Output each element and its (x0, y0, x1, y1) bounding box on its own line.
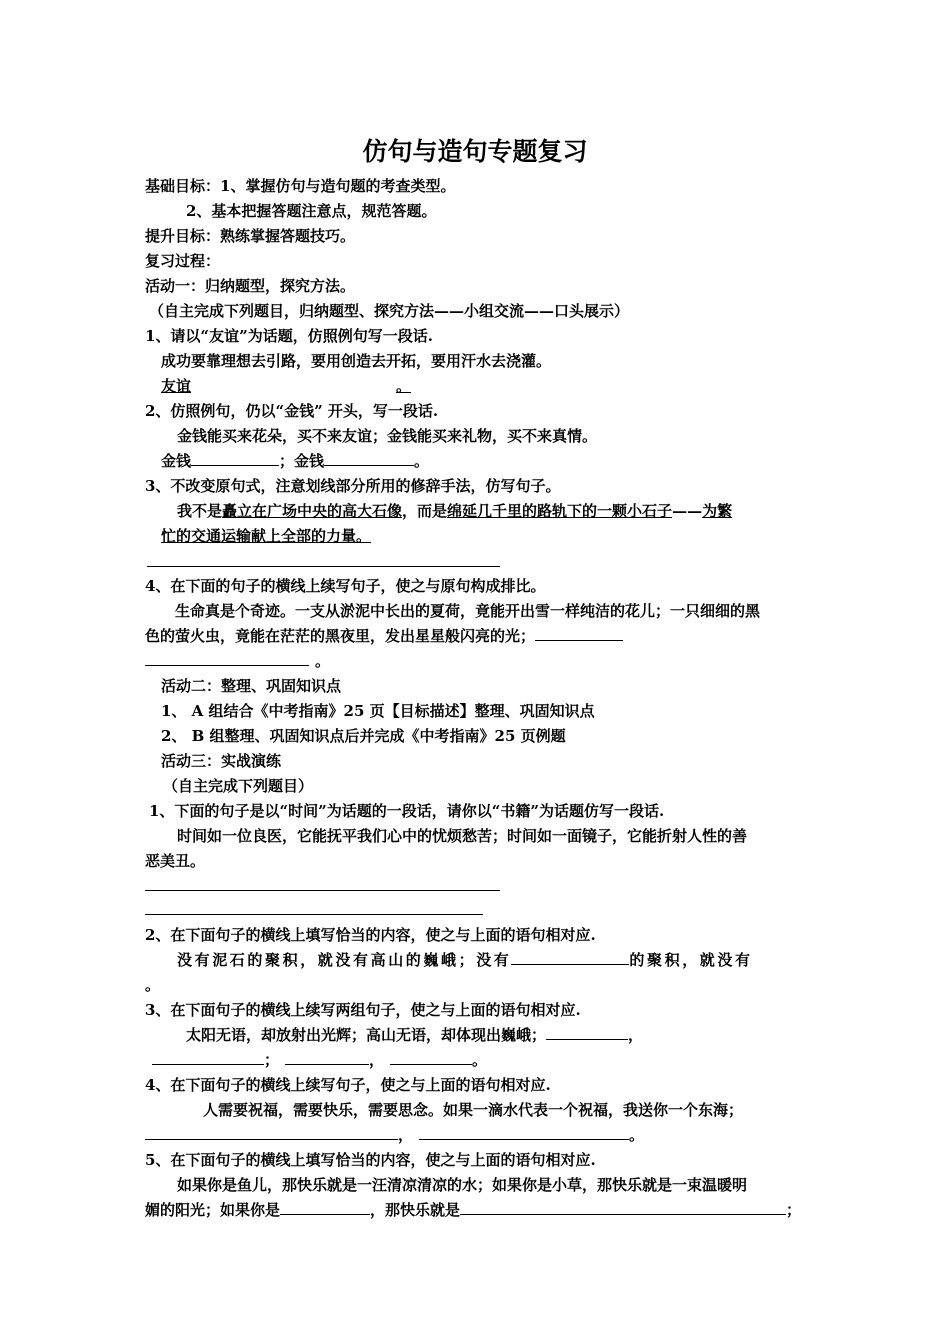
answer-prefix: 友谊 (161, 377, 192, 395)
answer-blank[interactable] (152, 1050, 264, 1065)
activity-two-heading: 活动二：整理、巩固知识点 (161, 677, 342, 695)
question-3-example-line-2: 忙的交通运输献上全部的力量。 (161, 527, 372, 545)
basic-goal-line-2: 2、基本把握答题注意点，规范答题。 (186, 202, 437, 220)
question-4-text-line-1: 生命真是个奇迹。一支从淤泥中长出的夏荷，竟能开出雪一样纯洁的花儿；一只细细的黑 (175, 602, 761, 620)
basic-goal-line-1: 基础目标：1、掌握仿句与造句题的考查类型。 (145, 177, 456, 195)
answer-blank[interactable] (390, 1050, 472, 1065)
underlined-phrase-1: 矗立在广场中央的高大石像 (222, 502, 403, 520)
activity-two-item-1: 1、 A 组结合《中考指南》25 页【目标描述】整理、巩固知识点 (161, 702, 595, 720)
activity-one-heading: 活动一：归纳题型，探究方法。 (145, 277, 356, 295)
activity-three-instruction: （自主完成下列题目） (163, 777, 314, 795)
practice-question-4-answer-line: ， 。 (145, 1125, 644, 1145)
practice-question-1-example-line-2: 恶美丑。 (145, 852, 206, 870)
practice-question-1-example-line-1: 时间如一位良医，它能抚平我们心中的忧烦愁苦；时间如一面镜子，它能折射人性的善 (177, 827, 748, 845)
answer-blank[interactable] (546, 1025, 628, 1040)
advanced-goal-line: 提升目标：熟练掌握答题技巧。 (145, 227, 356, 245)
answer-blank[interactable] (535, 626, 623, 641)
question-1-answer-line (161, 376, 425, 396)
activity-two-item-2: 2、 B 组整理、巩固知识点后并完成《中考指南》25 页例题 (161, 727, 566, 745)
practice-question-3-text: 太阳无语，却放射出光辉；高山无语，却体现出巍峨； ， (186, 1026, 644, 1044)
practice-question-3: 3、在下面句子的横线上续写两组句子，使之与上面的语句相对应. (145, 1001, 581, 1019)
answer-prefix: 金钱 (161, 452, 192, 470)
answer-end: 。 (396, 377, 412, 395)
question-2: 2、仿照例句，仍以“金钱” 开头，写一段话. (145, 402, 439, 420)
activity-one-instruction: （自主完成下列题目，归纳题型、探究方法——小组交流——口头展示） (149, 302, 630, 320)
answer-blank[interactable] (145, 651, 309, 666)
review-process-heading: 复习过程： (145, 252, 221, 270)
practice-question-2-text: 没有泥石的聚积，就没有高山的巍峨；没有 的聚积，就没有 (177, 951, 753, 969)
practice-question-4: 4、在下面句子的横线上续写句子，使之与上面的语句相对应. (145, 1076, 551, 1094)
practice-question-5: 5、在下面句子的横线上填写恰当的内容，使之与上面的语句相对应. (145, 1151, 596, 1169)
answer-rule[interactable] (145, 890, 500, 891)
answer-blank[interactable] (285, 1050, 369, 1065)
question-2-answer-line (161, 451, 429, 471)
answer-blank[interactable] (145, 1125, 398, 1140)
answer-rule[interactable] (145, 914, 483, 915)
question-4-answer-line: 。 (145, 651, 330, 671)
practice-question-2-end: 。 (145, 976, 161, 994)
answer-blank[interactable] (511, 950, 629, 965)
question-3-example-line-1: 我不是矗立在广场中央的高大石像，而是绵延几千里的路轨下的一颗小石子——为繁 (177, 502, 733, 520)
answer-blank[interactable] (280, 1200, 370, 1215)
underlined-phrase-2: 绵延几千里的路轨下的一颗小石子 (447, 502, 673, 520)
question-1-example: 成功要靠理想去引路，要用创造去开拓，要用汗水去浇灌。 (161, 352, 552, 370)
question-4: 4、在下面的句子的横线上续写句子，使之与原句构成排比。 (145, 577, 546, 595)
question-2-example: 金钱能买来花朵，买不来友谊；金钱能买来礼物，买不来真情。 (177, 427, 598, 445)
answer-blank[interactable] (460, 1200, 786, 1215)
answer-blank[interactable] (191, 451, 279, 466)
practice-question-5-text-line-2: 媚的阳光；如果你是 ，那快乐就是 ； (145, 1201, 802, 1219)
question-1: 1、请以“友谊”为话题，仿照例句写一段话. (145, 327, 433, 345)
answer-mid: ；金钱 (279, 452, 325, 470)
answer-blank[interactable] (419, 1125, 629, 1140)
question-4-text-line-2: 色的萤火虫，竟能在茫茫的黑夜里，发出星星般闪亮的光； (145, 626, 623, 646)
practice-question-2: 2、在下面句子的横线上填写恰当的内容，使之与上面的语句相对应. (145, 926, 596, 944)
page-title: 仿句与造句专题复习 (362, 137, 588, 166)
question-3: 3、不改变原句式，注意划线部分所用的修辞手法，仿写句子。 (145, 477, 561, 495)
answer-blank[interactable] (324, 451, 414, 466)
answer-end: 。 (414, 452, 430, 470)
underlined-phrase-3: 为繁 (702, 502, 733, 520)
practice-question-3-answer-line: ； ， 。 (152, 1050, 487, 1070)
answer-rule[interactable] (147, 566, 500, 567)
practice-question-4-text: 人需要祝福，需要快乐，需要思念。如果一滴水代表一个祝福，我送你一个东海； (203, 1101, 744, 1119)
practice-question-1: 1、下面的句子是以“时间”为话题的一段话，请你以“书籍”为话题仿写一段话. (149, 802, 665, 820)
activity-three-heading: 活动三：实战演练 (161, 752, 282, 770)
practice-question-5-text-line-1: 如果你是鱼儿，那快乐就是一汪清凉清凉的水；如果你是小草，那快乐就是一束温暖明 (177, 1176, 748, 1194)
